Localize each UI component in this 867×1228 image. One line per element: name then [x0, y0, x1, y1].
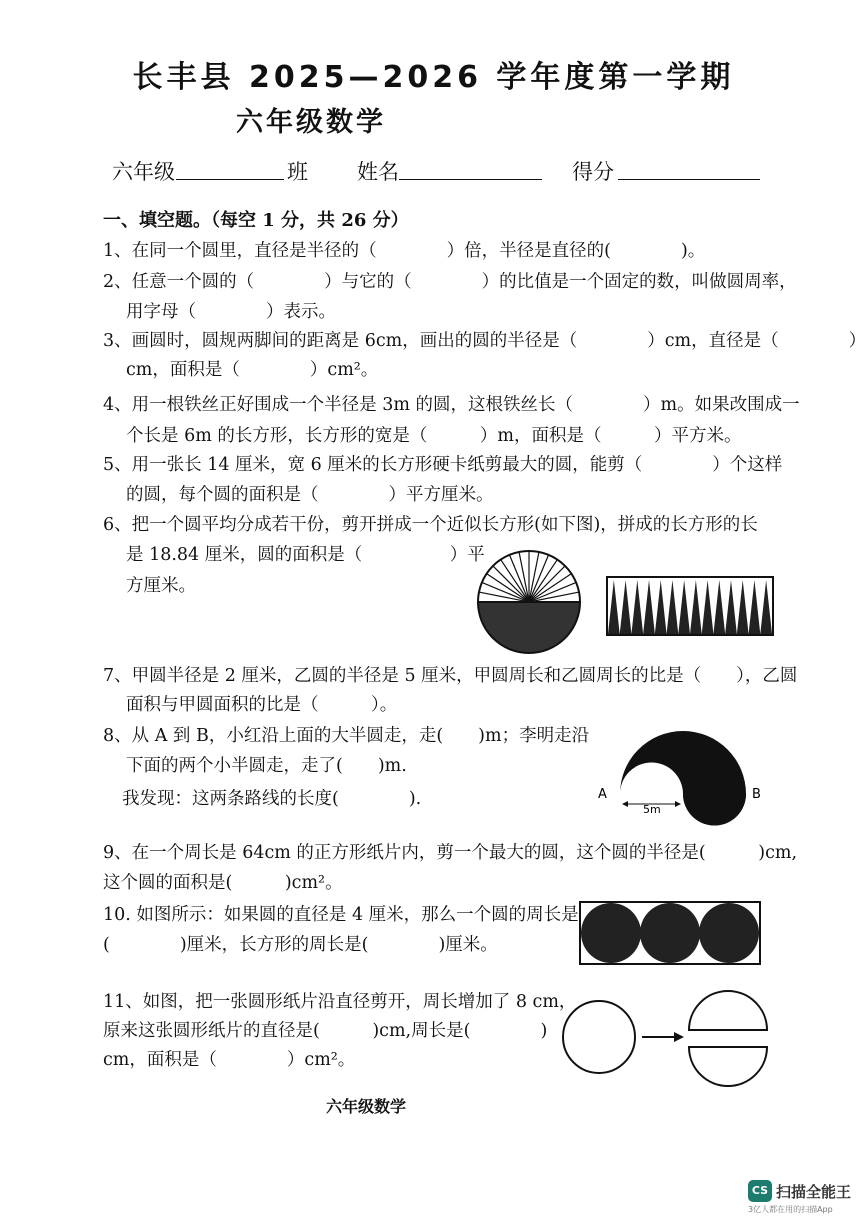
question-6-line2: 是 18.84 厘米，圆的面积是（ ）平 — [126, 545, 485, 565]
scanner-tagline: 3亿人都在用的扫描App — [748, 1205, 833, 1214]
approx-rectangle-figure — [606, 576, 774, 636]
question-11-line1: 11、如图，把一张圆形纸片沿直径剪开，周长增加了 8 cm， — [103, 992, 577, 1012]
question-8-line2: 下面的两个小半圆走，走了( )m. — [126, 756, 407, 776]
question-5-line2: 的圆，每个圆的面积是（ ）平方厘米。 — [126, 485, 494, 505]
exam-subtitle: 六年级数学 — [236, 107, 386, 138]
class-label: 班 — [287, 160, 308, 184]
circle-sectors-figure — [474, 547, 584, 657]
page-footer: 六年级数学 — [326, 1097, 407, 1116]
grade-blank[interactable] — [176, 156, 284, 180]
cut-circle-figure — [560, 990, 768, 1090]
question-5-line1: 5、用一张长 14 厘米，宽 6 厘米的长方形硬卡纸剪最大的圆，能剪（ ）个这样 — [103, 455, 783, 475]
scanner-name: 扫描全能王 — [776, 1183, 852, 1201]
name-label: 姓名 — [357, 160, 399, 184]
length-label: 5m — [643, 803, 661, 816]
point-a-label: A — [598, 787, 607, 802]
name-blank[interactable] — [399, 156, 542, 180]
question-8-line1: 8、从 A 到 B，小红沿上面的大半圆走，走( )m；李明走沿 — [103, 726, 590, 746]
question-2-line1: 2、任意一个圆的（ ）与它的（ ）的比值是一个固定的数，叫做圆周率， — [103, 272, 797, 292]
question-4-line2: 个长是 6m 的长方形，长方形的宽是（ ）m，面积是（ ）平方米。 — [126, 426, 742, 446]
question-1: 1、在同一个圆里，直径是半径的（ ）倍，半径是直径的( )。 — [103, 241, 706, 261]
question-9-line1: 9、在一个周长是 64cm 的正方形纸片内，剪一个最大的圆，这个圆的半径是( )cm, — [103, 843, 798, 863]
question-7-line1: 7、甲圆半径是 2 厘米，乙圆的半径是 5 厘米，甲圆周长和乙圆周长的比是（ ），乙圆 — [103, 666, 798, 686]
question-6-line1: 6、把一个圆平均分成若干份，剪开拼成一个近似长方形(如下图)，拼成的长方形的长 — [103, 515, 758, 535]
point-b-label: B — [752, 787, 761, 802]
three-circles-figure — [576, 898, 764, 978]
score-blank[interactable] — [618, 156, 760, 180]
semicircle-path-figure — [595, 714, 770, 832]
question-10-line2: ( )厘米，长方形的周长是( )厘米。 — [103, 935, 498, 955]
scanner-watermark — [748, 1180, 852, 1214]
question-3-line2: cm，面积是（ ）cm²。 — [126, 360, 379, 380]
score-label: 得分 — [572, 160, 614, 184]
question-9-line2: 这个圆的面积是( )cm²。 — [103, 873, 343, 893]
point-c-label: C — [671, 779, 680, 793]
question-10-line1: 10. 如图所示：如果圆的直径是 4 厘米，那么一个圆的周长是 — [103, 905, 579, 925]
question-3-line1: 3、画圆时，圆规两脚间的距离是 6cm，画出的圆的半径是（ ）cm，直径是（ ） — [103, 331, 867, 351]
question-6-line3: 方厘米。 — [126, 576, 196, 596]
scanner-logo: CS — [748, 1180, 772, 1202]
question-11-line3: cm，面积是（ ）cm²。 — [103, 1050, 356, 1070]
question-7-line2: 面积与甲圆面积的比是（ ）。 — [126, 695, 398, 715]
grade-label: 六年级 — [112, 160, 175, 184]
section-heading: 一、填空题。（每空 1 分，共 26 分） — [103, 210, 409, 231]
question-11-line2: 原来这张圆形纸片的直径是( )cm,周长是( ) — [103, 1021, 548, 1041]
exam-title: 长丰县 2025—2026 学年度第一学期 — [132, 60, 735, 95]
question-2-line2: 用字母（ ）表示。 — [126, 302, 336, 322]
question-4-line1: 4、用一根铁丝正好围成一个半径是 3m 的圆，这根铁丝长（ ）m。如果改围成一 — [103, 395, 800, 415]
question-8-line3: 我发现：这两条路线的长度( ). — [122, 789, 422, 809]
